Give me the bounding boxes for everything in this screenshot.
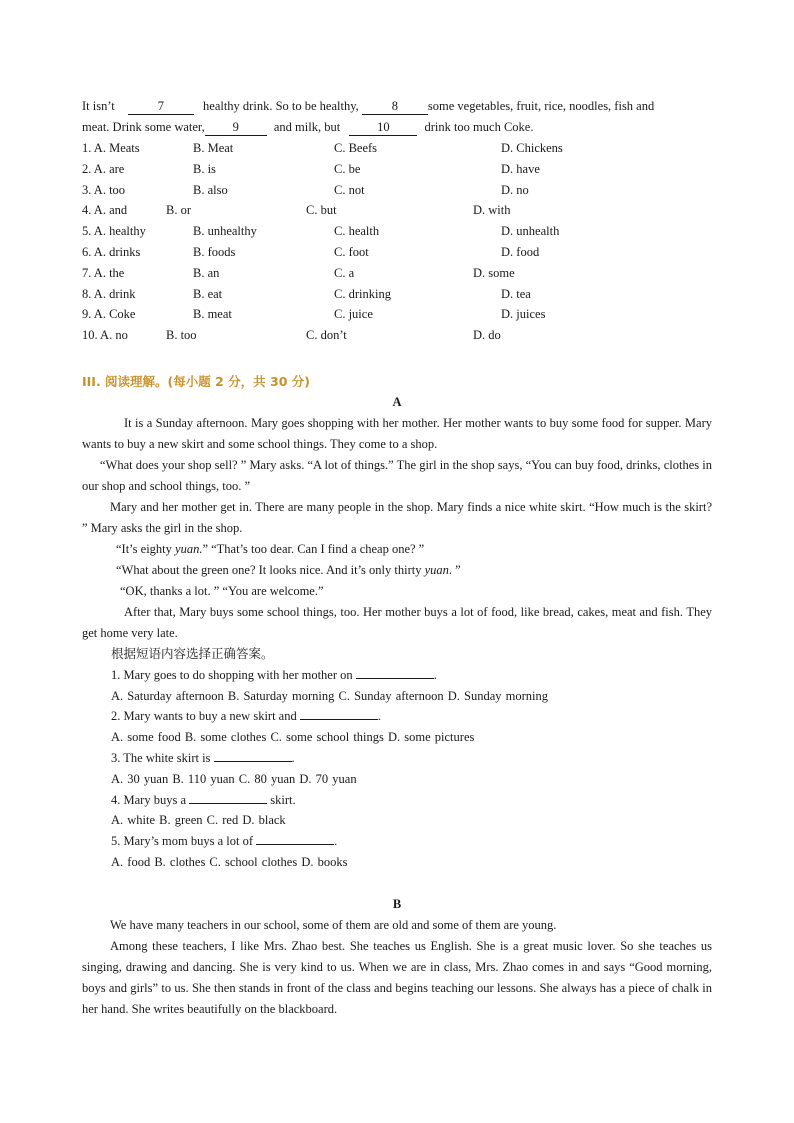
- instruction: 根据短语内容选择正确答案。: [111, 645, 274, 661]
- option-b: B. unhealthy: [193, 224, 257, 239]
- question-stem-end: .: [291, 750, 295, 765]
- option-d: D. do: [473, 328, 501, 343]
- blank-7: 7: [128, 99, 194, 115]
- option-b: B. eat: [193, 286, 223, 301]
- option-b: B. is: [193, 161, 216, 176]
- question-3: [82, 748, 712, 769]
- option-d: D. no: [501, 182, 529, 197]
- passage-b-paragraph-2: Among these teachers, I like Mrs. Zhao best. She teaches us English. She is a great music lover. So she teaches us singing, drawing and dancing. She is very kind to us. When we are in class, Mrs. Zhao comes in and says “Good morning, boys and girls” to us. She then stands in front of the class and begins teaching our lessons. She always has a piece of chalk in her hand. She writes beautifully on the blackboard.: [82, 938, 712, 1016]
- question-5-options: A. food B. clothes C. school clothes D. books: [111, 854, 348, 869]
- blank-8: 8: [362, 99, 428, 115]
- cloze-text: meat. Drink some water,: [82, 120, 205, 134]
- question-stem: 1. Mary goes to do shopping with her mother on: [111, 667, 353, 682]
- dialog-text-yuan: yuan: [424, 562, 449, 577]
- question-stem-end: .: [334, 834, 338, 849]
- option-a: 8. A. drink: [82, 286, 136, 301]
- option-row: [82, 180, 712, 201]
- option-d: D. food: [501, 244, 540, 259]
- dialog-text: . ”: [448, 562, 461, 577]
- option-b: B. an: [193, 265, 220, 280]
- question-4: [82, 790, 712, 811]
- dialog-text: ” “That’s too dear. Can I find a cheap one? ”: [202, 541, 425, 556]
- option-a: 6. A. drinks: [82, 244, 141, 259]
- dialog-text: “It’s eighty: [116, 541, 176, 556]
- question-stem-end: .: [433, 667, 437, 682]
- option-d: D. have: [501, 161, 540, 176]
- passage-a-paragraph-6: “OK, thanks a lot. ” “You are welcome.”: [120, 583, 324, 598]
- passage-b-heading: B: [392, 896, 402, 911]
- option-b: B. foods: [193, 244, 236, 259]
- option-c: C. juice: [334, 307, 373, 322]
- option-a: 4. A. and: [82, 203, 128, 218]
- question-2-options: A. some food B. some clothes C. some school things D. some pictures: [111, 730, 475, 745]
- answer-blank: [300, 706, 378, 720]
- option-a: 5. A. healthy: [82, 224, 146, 239]
- option-row: [82, 263, 712, 284]
- dialog-text-yuan: yuan.: [175, 541, 203, 556]
- option-row: [82, 221, 712, 242]
- option-a: 3. A. too: [82, 182, 126, 197]
- answer-blank: [214, 748, 292, 762]
- option-b: B. meat: [193, 307, 232, 322]
- option-c: C. Beefs: [334, 141, 378, 155]
- option-d: D. tea: [501, 286, 531, 301]
- option-c: C. don’t: [306, 328, 347, 343]
- option-row: [82, 304, 712, 325]
- question-1-options: A. Saturday afternoon B. Saturday morning C. Sunday afternoon D. Sunday morning: [111, 688, 548, 703]
- question-stem: 2. Mary wants to buy a new skirt and: [111, 709, 297, 724]
- passage-b-paragraph-1: We have many teachers in our school, some of them are old and some of them are young.: [110, 917, 557, 932]
- option-a: 10. A. no: [82, 328, 128, 343]
- exam-page: [82, 96, 712, 1020]
- option-a: 1. A. Meats: [82, 141, 140, 155]
- option-d: D. some: [473, 265, 515, 280]
- option-row: [82, 138, 712, 159]
- question-stem: 3. The white skirt is: [111, 750, 211, 765]
- option-c: C. a: [334, 265, 355, 280]
- answer-blank: [256, 831, 334, 845]
- cloze-text: It isn’t: [82, 99, 115, 113]
- cloze-line-1: [82, 96, 712, 117]
- option-c: C. not: [334, 182, 365, 197]
- passage-a-paragraph-1: It is a Sunday afternoon. Mary goes shopping with her mother. Her mother wants to buy some food for supper. Mary wants to buy a new skirt and some school things. They come to a shop.: [82, 415, 712, 451]
- question-2: [82, 706, 712, 727]
- question-stem: 5. Mary’s mom buys a lot of: [111, 834, 254, 849]
- option-d: D. unhealth: [501, 224, 560, 239]
- option-c: C. but: [306, 203, 337, 218]
- passage-a-paragraph-5: [82, 560, 712, 581]
- option-d: D. juices: [501, 307, 546, 322]
- option-b: B. too: [166, 328, 197, 343]
- passage-a-paragraph-2: “What does your shop sell? ” Mary asks. “A lot of things.” The girl in the shop says, “You can buy food, drinks, clothes in our shop and school things, too. ”: [82, 457, 712, 493]
- option-b: B. also: [193, 182, 228, 197]
- option-a: 9. A. Coke: [82, 307, 136, 322]
- answer-blank: [189, 790, 267, 804]
- option-d: D. Chickens: [501, 141, 563, 155]
- question-stem: 4. Mary buys a: [111, 792, 186, 807]
- option-row: [82, 200, 712, 221]
- cloze-text: some vegetables, fruit, rice, noodles, fish and: [427, 99, 655, 113]
- blank-10: 10: [349, 120, 417, 136]
- option-c: C. health: [334, 224, 380, 239]
- cloze-options: [82, 138, 712, 346]
- cloze-line-2: [82, 117, 712, 138]
- option-a: 7. A. the: [82, 265, 125, 280]
- cloze-text: healthy drink. So to be healthy,: [203, 99, 359, 113]
- option-a: 2. A. are: [82, 161, 125, 176]
- option-c: C. be: [334, 161, 361, 176]
- option-d: D. with: [473, 203, 511, 218]
- blank-9: 9: [205, 120, 267, 136]
- question-3-options: A. 30 yuan B. 110 yuan C. 80 yuan D. 70 yuan: [111, 771, 357, 786]
- question-4-options: A. white B. green C. red D. black: [111, 813, 286, 828]
- passage-a-paragraph-4: [82, 539, 712, 560]
- question-stem-end: .: [377, 709, 381, 724]
- option-c: C. drinking: [334, 286, 391, 301]
- question-1: [82, 665, 712, 686]
- passage-a-paragraph-7: After that, Mary buys some school things, too. Her mother buys a lot of food, like bread, cakes, meat and fish. They get home very late.: [82, 604, 712, 640]
- option-row: [82, 325, 712, 346]
- option-b: B. Meat: [193, 141, 234, 155]
- cloze-text: drink too much Coke.: [424, 120, 534, 134]
- option-b: B. or: [166, 203, 191, 218]
- option-row: [82, 159, 712, 180]
- option-c: C. foot: [334, 244, 369, 259]
- answer-blank: [356, 665, 434, 679]
- question-5: [82, 831, 712, 852]
- option-row: [82, 242, 712, 263]
- dialog-text: “What about the green one? It looks nice. And it’s only thirty: [116, 562, 425, 577]
- cloze-text: and milk, but: [273, 120, 341, 134]
- section-title: III. 阅读理解。(每小题 2 分，共 30 分): [82, 373, 310, 389]
- passage-a-heading: A: [392, 394, 402, 409]
- question-stem-end: skirt.: [270, 792, 296, 807]
- passage-a-paragraph-3: Mary and her mother get in. There are many people in the shop. Mary finds a nice white skirt. “How much is the skirt? ” Mary asks the girl in the shop.: [82, 499, 712, 535]
- option-row: [82, 284, 712, 305]
